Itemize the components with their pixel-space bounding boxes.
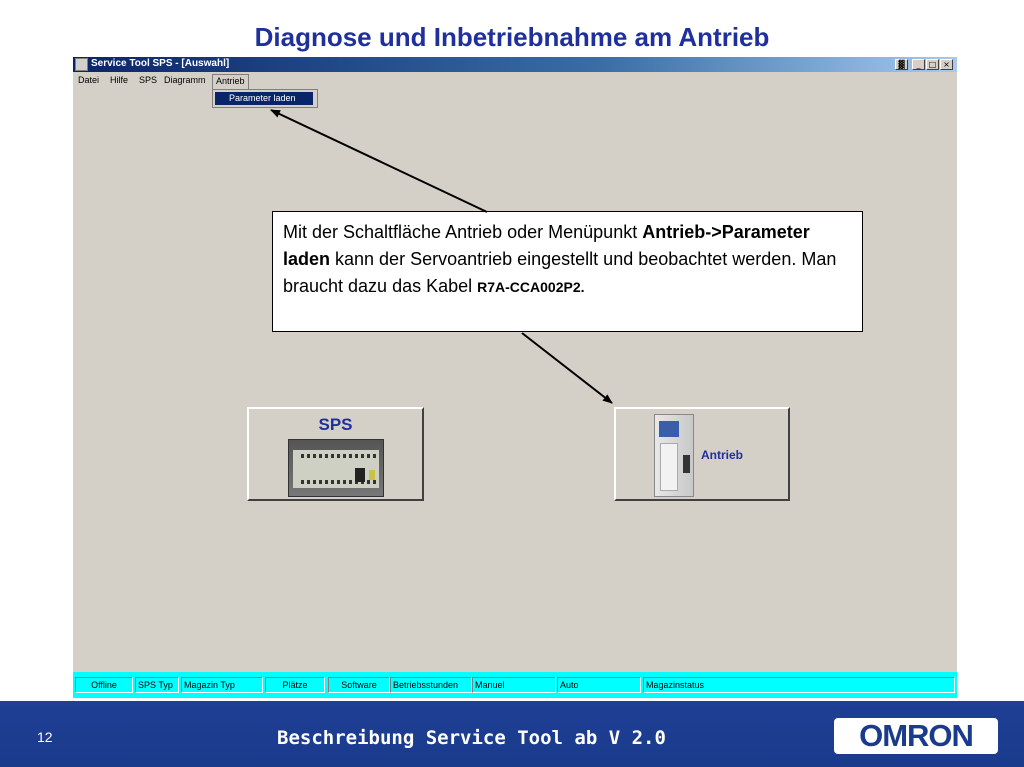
menubar xyxy=(73,74,957,89)
status-plaetze: Plätze xyxy=(265,677,325,693)
menu-item-parameter-laden[interactable]: Parameter laden xyxy=(215,92,313,105)
callout-cable: R7A-CCA002P2. xyxy=(477,279,585,295)
antrieb-dropdown xyxy=(212,89,318,108)
close-button[interactable]: × xyxy=(940,59,953,70)
menu-sps[interactable]: SPS xyxy=(139,75,158,85)
status-magazin-typ: Magazin Typ xyxy=(181,677,263,693)
menu-hilfe[interactable]: Hilfe xyxy=(110,75,129,85)
status-sps-typ: SPS Typ xyxy=(135,677,179,693)
menu-antrieb[interactable]: Antrieb xyxy=(212,74,249,89)
restore-icon[interactable]: ▓ xyxy=(895,59,908,70)
logo-text: OMRON xyxy=(859,718,973,753)
app-icon xyxy=(75,58,88,71)
plc-image xyxy=(288,439,384,497)
antrieb-button[interactable] xyxy=(614,407,790,501)
page-number: 12 xyxy=(37,729,53,745)
status-auto: Auto xyxy=(557,677,641,693)
callout-bold-menu-path: Antrieb->Parameter laden xyxy=(283,222,810,269)
window-titlebar[interactable] xyxy=(73,57,957,72)
status-magazinstatus: Magazinstatus xyxy=(643,677,955,693)
menu-datei[interactable]: Datei xyxy=(78,75,100,85)
sps-button[interactable] xyxy=(247,407,424,501)
slide-footer xyxy=(0,701,1024,767)
window-title: Service Tool SPS - [Auswahl] xyxy=(91,58,230,69)
maximize-button[interactable]: □ xyxy=(926,59,939,70)
footer-text: Beschreibung Service Tool ab V 2.0 xyxy=(277,727,666,749)
servo-drive-image xyxy=(654,414,694,497)
callout-text-1: Mit der Schaltfläche Antrieb oder Menüpunkt xyxy=(283,222,643,242)
explanation-callout xyxy=(272,211,863,332)
minimize-button[interactable]: _ xyxy=(912,59,925,70)
sps-button-label: SPS xyxy=(318,415,353,434)
status-manuel: Manuel xyxy=(472,677,556,693)
callout-text-2: kann der Servoantrieb eingestellt und beobachtet werden. Man braucht dazu das Kabel xyxy=(283,249,837,296)
menu-diagramm[interactable]: Diagramm xyxy=(164,75,206,85)
status-betriebsstunden: Betriebsstunden xyxy=(390,677,472,693)
app-window xyxy=(73,57,957,697)
slide-title: Diagnose und Inbetriebnahme am Antrieb xyxy=(254,22,770,52)
omron-logo xyxy=(834,718,998,754)
statusbar xyxy=(73,672,957,698)
antrieb-button-label: Antrieb xyxy=(701,448,743,462)
status-offline: Offline xyxy=(75,677,133,693)
status-software: Software xyxy=(328,677,390,693)
